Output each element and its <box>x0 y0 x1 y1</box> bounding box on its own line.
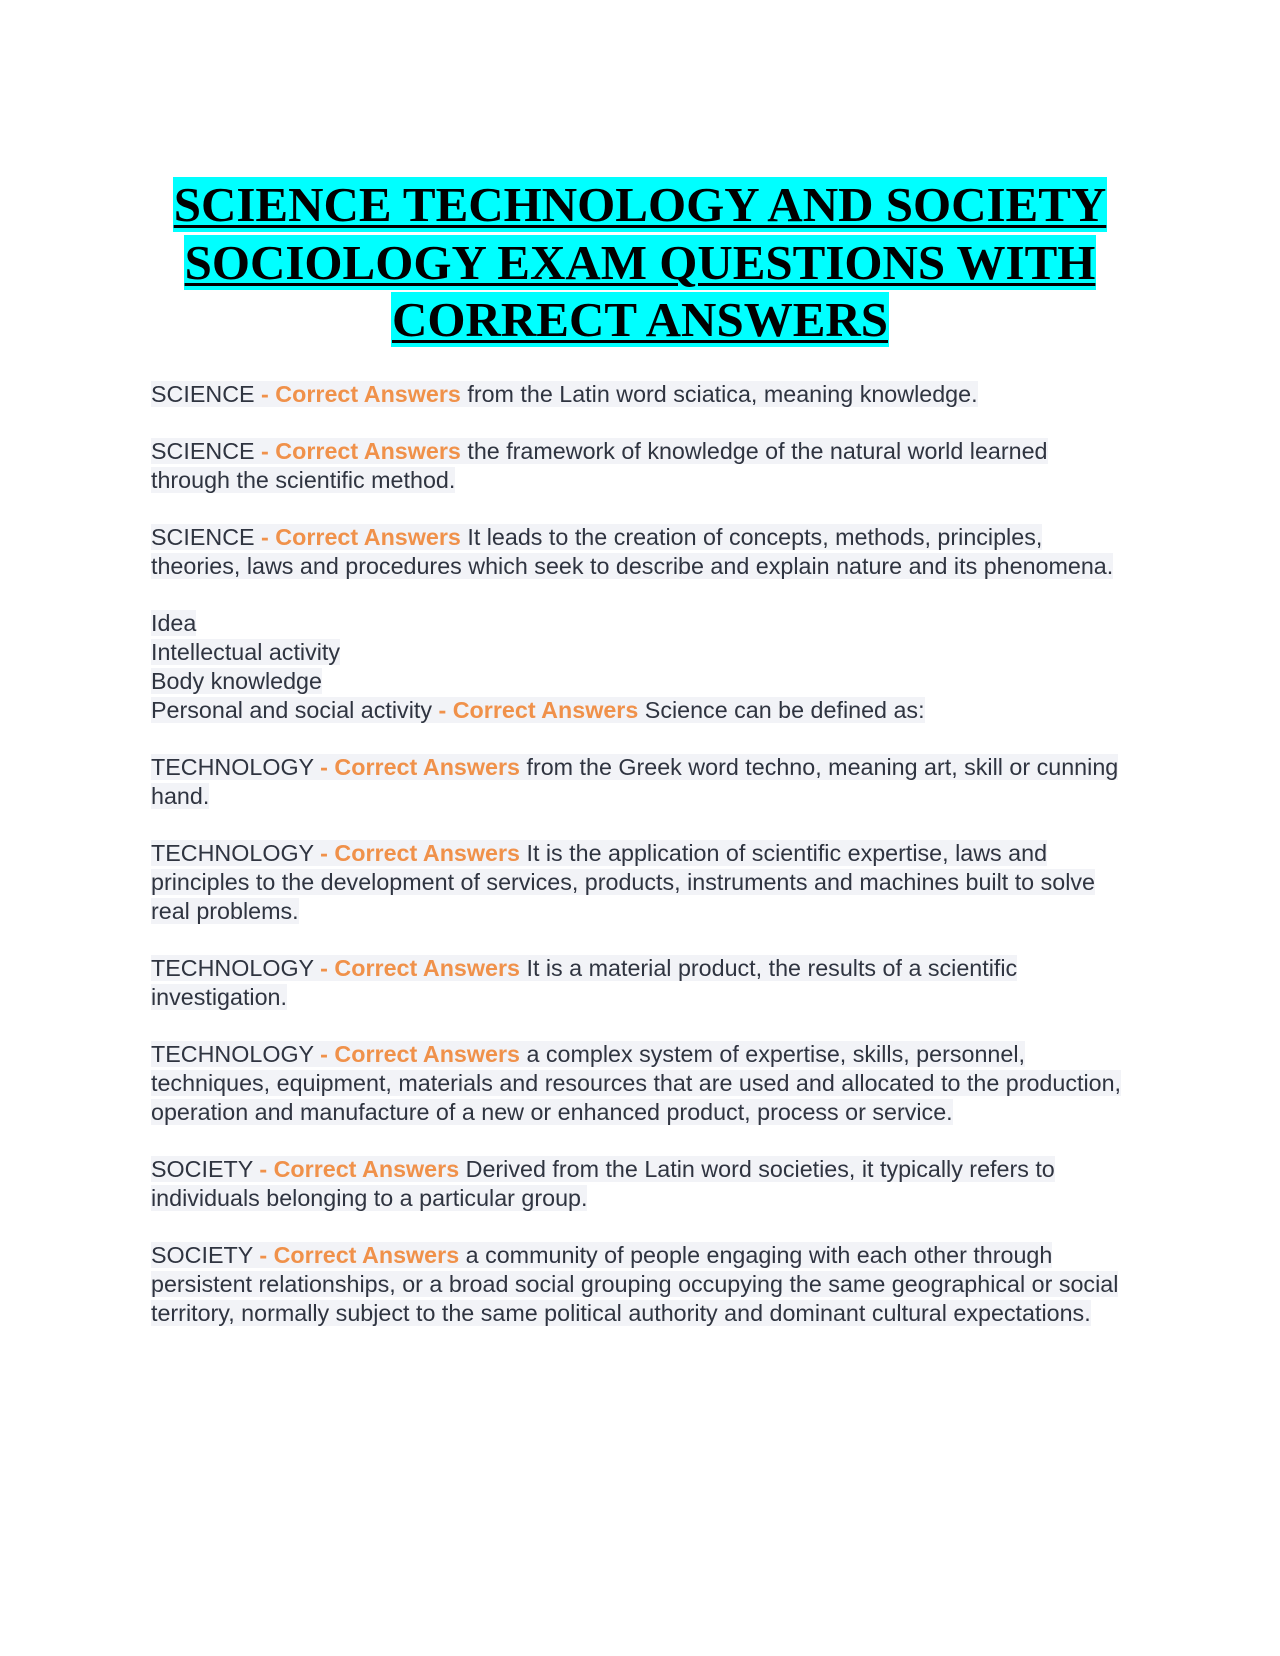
qa-term: Personal and social activity <box>151 697 432 723</box>
correct-answers-label: - Correct Answers <box>261 438 461 464</box>
qa-term: TECHNOLOGY <box>151 754 314 780</box>
correct-answers-label: - Correct Answers <box>320 955 520 981</box>
qa-term: SOCIETY <box>151 1156 253 1182</box>
qa-item-text <box>151 524 1113 579</box>
correct-answers-label: - Correct Answers <box>261 381 461 407</box>
correct-answers-label: - Correct Answers <box>261 524 461 550</box>
qa-term: Intellectual activity <box>151 639 341 665</box>
qa-term: SCIENCE <box>151 381 255 407</box>
correct-answers-label: - Correct Answers <box>320 1041 520 1067</box>
qa-item-text <box>151 1242 1118 1326</box>
qa-item <box>151 1241 1131 1328</box>
qa-item <box>151 380 1131 409</box>
qa-answer: a complex system of expertise, skills, personnel, techniques, equipment, materials and resources that are used and allocated to the production, operation and manufacture of a new or enhanced product, process or service. <box>151 1041 1122 1125</box>
correct-answers-label: - Correct Answers <box>320 840 520 866</box>
title-line-1: SCIENCE TECHNOLOGY AND SOCIETY <box>173 177 1107 232</box>
qa-term: SCIENCE <box>151 524 255 550</box>
correct-answers-label: - Correct Answers <box>438 697 639 723</box>
qa-term: Body knowledge <box>151 668 322 694</box>
correct-answers-label: - Correct Answers <box>259 1156 460 1182</box>
qa-answer: from the Greek word techno, meaning art, skill or cunning hand. <box>151 754 1119 809</box>
qa-term: SOCIETY <box>151 1242 253 1268</box>
qa-answer: from the Latin word sciatica, meaning knowledge. <box>467 381 978 407</box>
qa-item <box>151 523 1131 581</box>
qa-item-text <box>151 610 925 723</box>
title-line-3: CORRECT ANSWERS <box>391 292 889 347</box>
qa-item <box>151 954 1131 1012</box>
qa-term: Idea <box>151 610 197 636</box>
qa-item-text <box>151 1041 1121 1125</box>
qa-answer: a community of people engaging with each other through persistent relationships, or a broad social grouping occupying the same geographical or social territory, normally subject to the same political authority and dominant cultural expectations. <box>151 1242 1119 1326</box>
question-answer-list <box>151 380 1131 1356</box>
qa-item-text <box>151 381 978 407</box>
qa-answer: It is the application of scientific expertise, laws and principles to the development of services, products, instruments and machines built to solve real problems. <box>151 840 1096 924</box>
correct-answers-label: - Correct Answers <box>259 1242 460 1268</box>
qa-answer: It leads to the creation of concepts, methods, principles, theories, laws and procedures which seek to describe and explain nature and its phenomena. <box>151 524 1114 579</box>
qa-item-text <box>151 438 1048 493</box>
title-line-2: SOCIOLOGY EXAM QUESTIONS WITH <box>184 234 1096 290</box>
qa-answer: It is a material product, the results of a scientific investigation. <box>151 955 1018 1010</box>
qa-answer: Science can be defined as: <box>644 697 925 723</box>
qa-term: TECHNOLOGY <box>151 1041 314 1067</box>
qa-answer: Derived from the Latin word societies, it typically refers to individuals belonging to a particular group. <box>151 1156 1055 1211</box>
qa-item-text <box>151 840 1095 924</box>
qa-item-text <box>151 754 1118 809</box>
qa-term: TECHNOLOGY <box>151 840 314 866</box>
qa-item <box>151 609 1131 725</box>
qa-item <box>151 1040 1131 1127</box>
qa-term: TECHNOLOGY <box>151 955 314 981</box>
qa-item <box>151 437 1131 495</box>
qa-item-text <box>151 955 1017 1010</box>
qa-term: SCIENCE <box>151 438 255 464</box>
document-title <box>150 176 1130 349</box>
qa-item <box>151 1155 1131 1213</box>
correct-answers-label: - Correct Answers <box>320 754 520 780</box>
qa-item <box>151 839 1131 926</box>
qa-item <box>151 753 1131 811</box>
qa-answer: the framework of knowledge of the natural world learned through the scientific method. <box>151 438 1048 493</box>
qa-item-text <box>151 1156 1055 1211</box>
